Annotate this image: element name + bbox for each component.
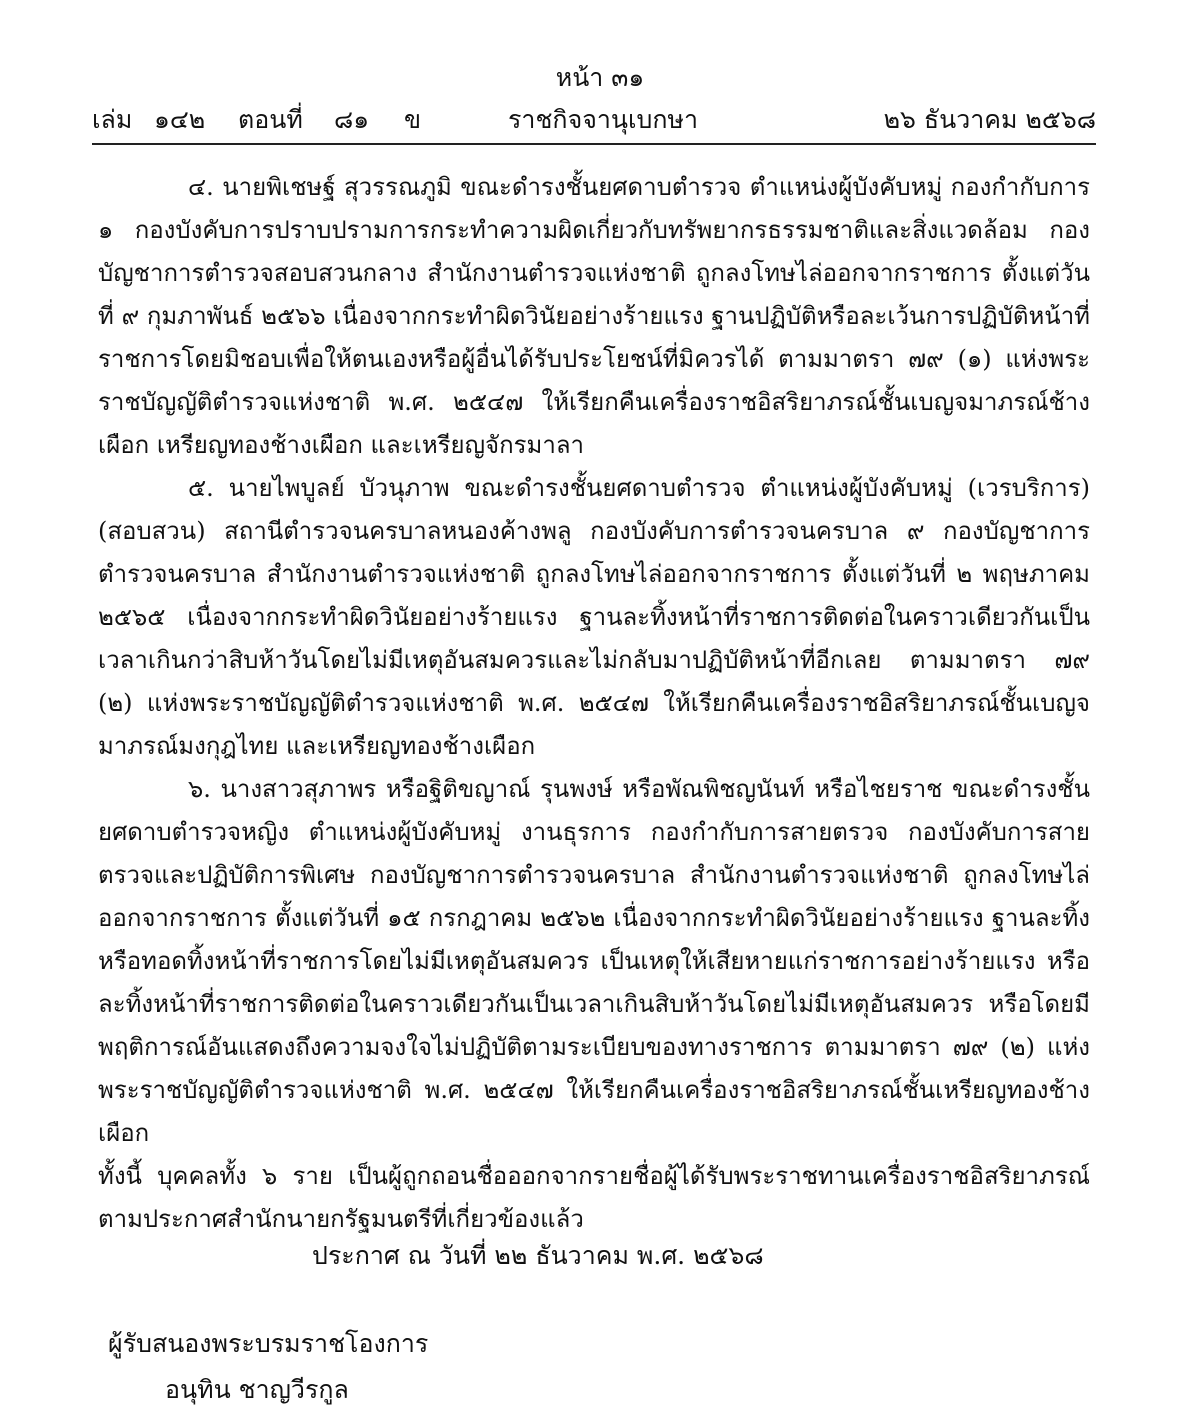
- signer-name: อนุทิน ชาญวีรกูล: [165, 1375, 349, 1404]
- signer-title: ผู้รับสนองพระบรมราชโองการ: [108, 1329, 429, 1358]
- list-item: ๖. นางสาวสุภาพร หรือฐิติขญาณ์ รุนพงษ์ หรือพัณพิชญนันท์ หรือไชยราช ขณะดำรงชั้นยศดาบตำรวจหญิง ตำแหน่งผู้บังคับหมู่ งานธุรการ กองกำกับการสายตรวจ กองบังคับการสายตรวจและปฏิบัติการพิเศษ กองบัญชาการตำรวจนครบาล สำนักงานตำรวจแห่งชาติ ถูกลงโทษไล่ออกจากราชการ ตั้งแต่วันที่ ๑๕ กรกฎาคม ๒๕๖๒ เนื่องจากกระทำผิดวินัยอย่างร้ายแรง ฐานละทิ้งหรือทอดทิ้งหน้าที่ราชการโดยไม่มีเหตุอันสมควร เป็นเหตุให้เสียหายแก่ราชการอย่างร้ายแรง หรือละทิ้งหน้าที่ราชการติดต่อในคราวเดียวกันเป็นเวลาเกินสิบห้าวันโดยไม่มีเหตุอันสมควร หรือโดยมีพฤติการณ์อันแสดงถึงความจงใจไม่ปฏิบัติตามระเบียบของทางราชการ ตามมาตรา ๗๙ (๒) แห่งพระราชบัญญัติตำรวจแห่งชาติ พ.ศ. ๒๕๔๗ ให้เรียกคืนเครื่องราชอิสริยาภรณ์ชั้นเหรียญทองช้างเผือก: [98, 775, 1090, 1147]
- page-number: หน้า ๓๑: [555, 63, 645, 92]
- issue-date: ๒๖ ธันวาคม ๒๕๖๘: [883, 105, 1096, 134]
- list-item: ๕. นายไพบูลย์ บัวนุภาพ ขณะดำรงชั้นยศดาบตำรวจ ตำแหน่งผู้บังคับหมู่ (เวรบริการ) (สอบสวน) สถานีตำรวจนครบาลหนองค้างพลู กองบังคับการตำรวจนครบาล ๙ กองบัญชาการตำรวจนครบาล สำนักงานตำรวจแห่งชาติ ถูกลงโทษไล่ออกจากราชการ ตั้งแต่วันที่ ๒ พฤษภาคม ๒๕๖๕ เนื่องจากกระทำผิดวินัยอย่างร้ายแรง ฐานละทิ้งหน้าที่ราชการติดต่อในคราวเดียวกันเป็นเวลาเกินกว่าสิบห้าวันโดยไม่มีเหตุอันสมควรและไม่กลับมาปฏิบัติหน้าที่อีกเลย ตามมาตรา ๗๙ (๒) แห่งพระราชบัญญัติตำรวจแห่งชาติ พ.ศ. ๒๕๔๗ ให้เรียกคืนเครื่องราชอิสริยาภรณ์ชั้นเบญจมาภรณ์มงกุฎไทย และเหรียญทองช้างเผือก: [98, 474, 1090, 760]
- section-label: ตอนที่: [238, 105, 303, 134]
- header-divider: [92, 143, 1096, 145]
- section-number: ๘๑: [334, 105, 370, 134]
- announcement-body: [98, 166, 1090, 1241]
- volume-number: ๑๔๒: [154, 105, 206, 134]
- section-letter: ข: [404, 105, 422, 134]
- volume-label: เล่ม: [92, 105, 133, 134]
- gazette-title: ราชกิจจานุเบกษา: [508, 105, 699, 134]
- announcement-date: ประกาศ ณ วันที่ ๒๒ ธันวาคม พ.ศ. ๒๕๖๘: [312, 1241, 764, 1270]
- gazette-header: [92, 100, 1096, 140]
- closing-paragraph: ทั้งนี้ บุคคลทั้ง ๖ ราย เป็นผู้ถูกถอนชื่อออกจากรายชื่อผู้ได้รับพระราชทานเครื่องราชอิสริยาภรณ์ตามประกาศสำนักนายกรัฐมนตรีที่เกี่ยวข้องแล้ว: [98, 1162, 1090, 1233]
- list-item: ๔. นายพิเชษฐ์ สุวรรณภูมิ ขณะดำรงชั้นยศดาบตำรวจ ตำแหน่งผู้บังคับหมู่ กองกำกับการ ๑ กองบังคับการปราบปรามการกระทำความผิดเกี่ยวกับทรัพยากรธรรมชาติและสิ่งแวดล้อม กองบัญชาการตำรวจสอบสวนกลาง สำนักงานตำรวจแห่งชาติ ถูกลงโทษไล่ออกจากราชการ ตั้งแต่วันที่ ๙ กุมภาพันธ์ ๒๕๖๖ เนื่องจากกระทำผิดวินัยอย่างร้ายแรง ฐานปฏิบัติหรือละเว้นการปฏิบัติหน้าที่ราชการโดยมิชอบเพื่อให้ตนเองหรือผู้อื่นได้รับประโยชน์ที่มิควรได้ ตามมาตรา ๗๙ (๑) แห่งพระราชบัญญัติตำรวจแห่งชาติ พ.ศ. ๒๕๔๗ ให้เรียกคืนเครื่องราชอิสริยาภรณ์ชั้นเบญจมาภรณ์ช้างเผือก เหรียญทองช้างเผือก และเหรียญจักรมาลา: [98, 173, 1090, 459]
